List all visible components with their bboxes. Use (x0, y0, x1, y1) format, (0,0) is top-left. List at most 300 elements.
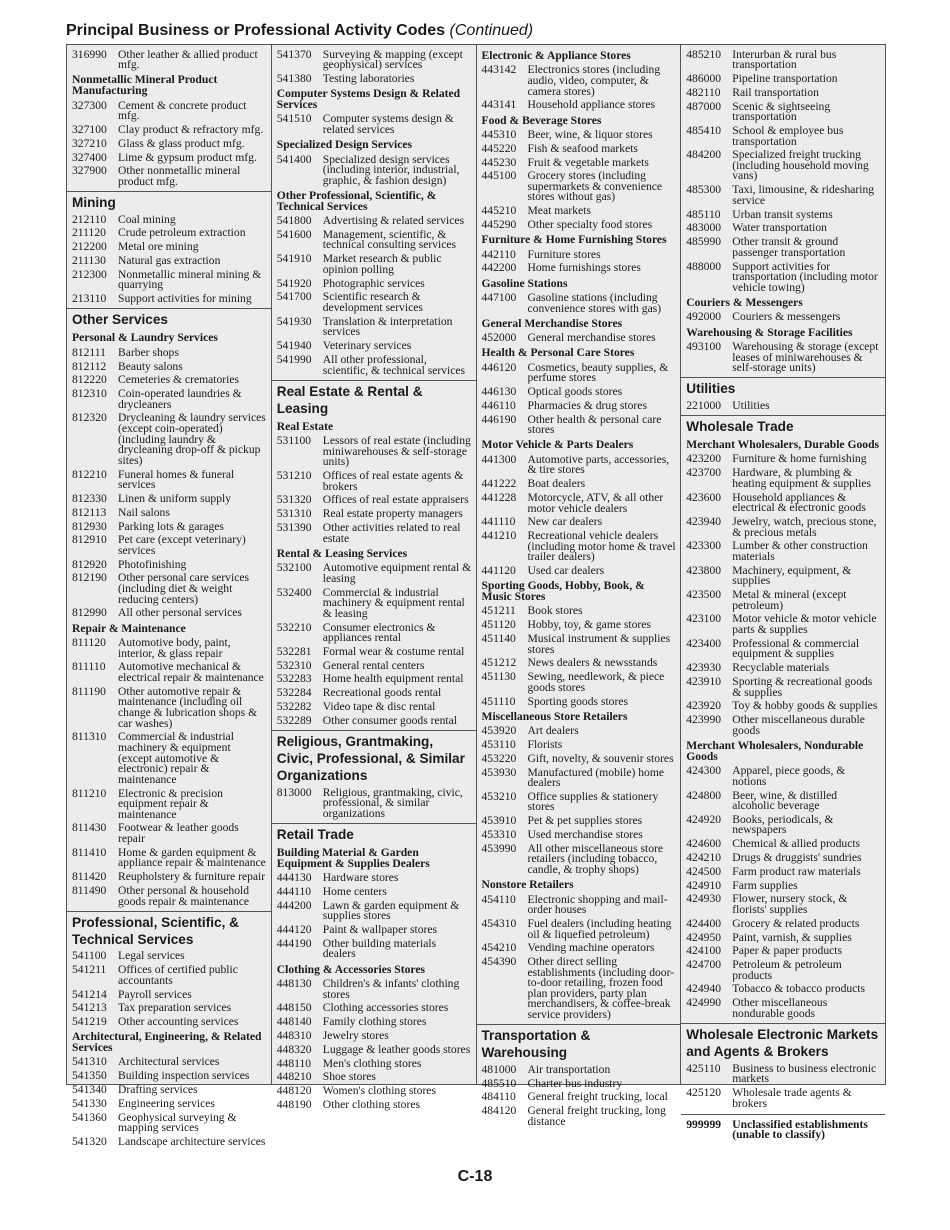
code-entry (477, 671, 681, 695)
code-entry (272, 673, 476, 687)
subsection-heading: Sporting Goods, Hobby, Book, & Music Stores (481, 579, 645, 604)
code-entry (681, 613, 885, 637)
activity-code: 812210 (72, 467, 107, 481)
activity-description: Natural gas extraction (118, 254, 221, 267)
activity-code: 531390 (276, 521, 312, 534)
activity-code: 541800 (276, 214, 312, 228)
code-entry (681, 340, 885, 375)
activity-description: Pet care (except veterinary) services (118, 533, 246, 557)
code-entry (477, 291, 681, 315)
activity-description: Used car dealers (527, 564, 605, 578)
activity-code: 541214 (72, 987, 107, 1001)
activity-description: Other personal & household goods repair & maintenance (118, 884, 250, 908)
section-heading: Mining (67, 191, 271, 213)
code-entry (477, 478, 681, 492)
activity-code: 446130 (481, 385, 517, 399)
activity-description: Tax preparation services (118, 1001, 232, 1015)
activity-description: Household appliance stores (527, 98, 655, 112)
code-entry (477, 1091, 681, 1105)
activity-description: Gasoline stations (including convenience stores with gas) (527, 290, 662, 315)
activity-description: Art dealers (527, 724, 579, 738)
activity-description: Cosmetics, beauty supplies, & perfume stores (527, 360, 669, 385)
activity-description: Family clothing stores (322, 1015, 427, 1029)
code-entry (272, 1057, 476, 1071)
activity-code: 448110 (276, 1056, 312, 1070)
activity-description: Other health & personal care stores (527, 412, 662, 437)
section-heading: Wholesale Electronic Markets and Agents & Brokers (681, 1023, 885, 1062)
activity-code: 424500 (686, 864, 722, 878)
code-entry (67, 950, 271, 964)
activity-description: Lessors of real estate (including miniwarehouses & self-storage units) (322, 434, 471, 469)
code-entry (477, 917, 681, 941)
activity-code: 485510 (481, 1076, 517, 1090)
code-entry (272, 469, 476, 493)
code-entry (67, 1135, 271, 1149)
activity-description: Commercial & industrial machinery & equipment (except automotive & electronic) repair & maintenance (118, 730, 234, 786)
activity-code: 442110 (481, 247, 516, 261)
activity-description: Landscape architecture services (118, 1134, 266, 1148)
activity-code: 451110 (481, 694, 516, 708)
activity-code: 812220 (72, 373, 107, 387)
activity-code: 541600 (276, 227, 312, 241)
activity-description: Machinery, equipment, & supplies (732, 563, 852, 588)
activity-code: 423700 (686, 466, 722, 480)
activity-description: Automotive mechanical & electrical repair & maintenance (118, 660, 264, 684)
activity-description: Veterinary services (322, 339, 412, 353)
code-entry (67, 1056, 271, 1070)
activity-description: General rental centers (322, 658, 425, 672)
code-entry (681, 813, 885, 837)
activity-code: 532283 (276, 672, 312, 686)
activity-description: General merchandise stores (527, 331, 656, 345)
subsection-heading: Rental & Leasing Services (276, 546, 408, 560)
activity-description: Charter bus industry (527, 1076, 623, 1090)
code-entry (681, 1086, 885, 1110)
activity-description: Hardware, & plumbing & heating equipment & supplies (732, 466, 872, 490)
activity-code: 541360 (72, 1110, 107, 1124)
activity-code: 453930 (481, 765, 517, 779)
activity-description: Home furnishings stores (527, 261, 641, 275)
activity-description: Other miscellaneous durable goods (732, 713, 865, 737)
code-entry (681, 865, 885, 879)
activity-description: Other specialty food stores (527, 218, 653, 232)
code-entry (67, 988, 271, 1002)
code-entry (477, 491, 681, 515)
activity-code: 327100 (72, 122, 107, 136)
activity-code: 811110 (72, 660, 106, 674)
code-entry (477, 248, 681, 262)
activity-code: 484120 (481, 1104, 517, 1118)
subsection-heading: Other Professional, Scientific, & Technical Services (276, 188, 437, 213)
activity-code: 812190 (72, 571, 107, 585)
activity-description: Photofinishing (118, 557, 187, 571)
code-entry (477, 619, 681, 633)
activity-description: Other personal care services (including diet & weight reducing centers) (118, 571, 250, 606)
code-entry (272, 700, 476, 714)
activity-description: Support activities for transportation (including motor vehicle towing) (732, 259, 878, 294)
subsection-heading: Gasoline Stations (481, 276, 568, 290)
activity-description: Funeral homes & funeral services (118, 467, 235, 492)
activity-description: Surveying & mapping (except geophysical) services (322, 47, 463, 72)
activity-code: 812910 (72, 533, 107, 547)
activity-description: Sewing, needlework, & piece goods stores (527, 670, 665, 694)
activity-code: 532289 (276, 713, 312, 727)
activity-description: Video tape & disc rental (322, 700, 436, 714)
activity-code: 453210 (481, 789, 517, 803)
code-entry (272, 340, 476, 354)
activity-description: Electronic & precision equipment repair & maintenance (118, 786, 223, 821)
code-entry (477, 738, 681, 752)
activity-code: 451140 (481, 632, 516, 646)
activity-code: 811430 (72, 821, 107, 835)
code-entry (272, 687, 476, 701)
activity-description: Children's & infants' clothing stores (322, 977, 460, 1001)
activity-description: Professional & commercial equipment & supplies (732, 636, 860, 661)
table-column (680, 45, 885, 1142)
code-entry (477, 766, 681, 790)
activity-description: Vending machine operators (527, 941, 655, 955)
code-entry (477, 516, 681, 530)
code-entry (477, 695, 681, 709)
code-entry (67, 360, 271, 374)
activity-code: 531310 (276, 507, 312, 521)
activity-description: General freight trucking, long distance (527, 1104, 666, 1128)
activity-description: Grocery & related products (732, 916, 860, 930)
code-entry (67, 412, 271, 468)
code-entry (272, 214, 476, 228)
activity-description: Cement & concrete product mfg. (118, 98, 247, 123)
activity-code: 812113 (72, 505, 107, 519)
activity-code: 452000 (481, 331, 517, 345)
activity-code: 488000 (686, 259, 722, 273)
code-entry (67, 520, 271, 534)
activity-description: Offices of real estate agents & brokers (322, 469, 464, 493)
code-entry (67, 387, 271, 411)
code-entry (272, 353, 476, 377)
activity-description: Consumer electronics & appliances rental (322, 620, 436, 645)
activity-description: Other automotive repair & maintenance (including oil change & lubrication shops & car washes) (118, 684, 258, 730)
activity-description: Motor vehicle & motor vehicle parts & supplies (732, 612, 877, 637)
code-entry (67, 1097, 271, 1111)
activity-code: 441300 (481, 452, 517, 466)
activity-description: Apparel, piece goods, & notions (732, 764, 846, 788)
code-entry (681, 1062, 885, 1086)
activity-description: Glass & glass product mfg. (118, 136, 245, 150)
code-entry (67, 254, 271, 268)
activity-code: 812920 (72, 557, 107, 571)
activity-code: 327900 (72, 164, 107, 178)
activity-description: Legal services (118, 949, 185, 963)
activity-description: Book stores (527, 604, 583, 618)
code-entry (272, 1085, 476, 1099)
code-entry (272, 1043, 476, 1057)
activity-description: Pharmacies & drug stores (527, 398, 647, 412)
activity-description: Scientific research & development services (322, 290, 423, 314)
code-entry (681, 851, 885, 865)
code-entry (477, 142, 681, 156)
activity-code: 541330 (72, 1096, 107, 1110)
activity-code: 532284 (276, 686, 312, 700)
activity-description: Florists (527, 737, 563, 751)
activity-code: 541990 (276, 352, 312, 366)
code-entry (67, 48, 271, 72)
activity-code: 541213 (72, 1001, 107, 1015)
code-entry (681, 945, 885, 959)
activity-code: 316990 (72, 47, 107, 61)
activity-code: 541930 (276, 314, 312, 328)
activity-description: Meat markets (527, 204, 591, 218)
activity-code: 541510 (276, 112, 312, 126)
code-entry (272, 621, 476, 645)
subsection-heading: Miscellaneous Store Retailers (481, 709, 628, 723)
page-title (66, 22, 533, 40)
code-entry (67, 1016, 271, 1030)
code-entry (681, 714, 885, 738)
activity-code: 446110 (481, 398, 516, 412)
activity-description: Religious, grantmaking, civic, professional, & similar organizations (322, 785, 463, 820)
code-entry (477, 453, 681, 477)
activity-description: Household appliances & electrical & electronic goods (732, 490, 866, 515)
subsection-heading: Electronic & Appliance Stores (481, 49, 631, 62)
code-entry (681, 959, 885, 983)
activity-code: 812990 (72, 606, 107, 620)
code-entry (477, 156, 681, 170)
activity-code: 424400 (686, 916, 722, 930)
activity-code: 811120 (72, 636, 106, 650)
activity-code: 213110 (72, 292, 107, 306)
activity-description: Pipeline transportation (732, 71, 838, 85)
activity-description: Water transportation (732, 221, 827, 235)
activity-code: 221000 (686, 398, 722, 412)
activity-description: Footwear & leather goods repair (118, 821, 239, 846)
activity-description: Men's clothing stores (322, 1056, 422, 1070)
code-entry (477, 842, 681, 877)
activity-description: Specialized freight trucking (including household moving vans) (732, 148, 869, 183)
activity-description: Sporting & recreational goods & supplies (732, 675, 873, 699)
activity-description: Offices of certified public accountants (118, 963, 238, 987)
activity-code: 541910 (276, 252, 312, 266)
subsection-heading: Merchant Wholesalers, Durable Goods (686, 438, 880, 452)
activity-code: 423200 (686, 452, 722, 466)
activity-description: Drycleaning & laundry services (except coin-operated) (including laundry & drycleaning drop-off & pickup sites) (118, 411, 266, 467)
activity-code: 443142 (481, 63, 517, 77)
code-entry (272, 113, 476, 137)
code-entry (67, 492, 271, 506)
activity-description: Tobacco & tobacco products (732, 982, 866, 996)
activity-description: Clothing accessories stores (322, 1001, 449, 1015)
activity-code: 811420 (72, 870, 107, 884)
activity-description: Hardware stores (322, 871, 399, 885)
code-entry (681, 72, 885, 86)
activity-code: 541940 (276, 339, 312, 353)
activity-code: 444200 (276, 898, 312, 912)
code-entry (67, 636, 271, 660)
activity-description: Beer, wine, & distilled alcoholic beverage (732, 788, 838, 813)
code-entry (681, 879, 885, 893)
activity-code: 532281 (276, 644, 312, 658)
activity-code: 441210 (481, 529, 517, 543)
activity-description: Formal wear & costume rental (322, 644, 465, 658)
activity-description: Manufactured (mobile) home dealers (527, 765, 664, 790)
activity-description: Other activities related to real estate (322, 521, 461, 545)
activity-code: 446120 (481, 360, 517, 374)
subsection-heading: Couriers & Messengers (686, 295, 803, 309)
code-entry (67, 1111, 271, 1135)
code-entry (67, 685, 271, 731)
activity-description: Parking lots & garages (118, 519, 224, 533)
activity-code: 541370 (276, 47, 312, 61)
activity-code: 423800 (686, 563, 722, 577)
activity-code: 453990 (481, 841, 517, 855)
activity-code: 423920 (686, 699, 722, 713)
code-entry (681, 124, 885, 148)
activity-description: Grocery stores (including supermarkets & convenience stores without gas) (527, 169, 663, 204)
code-entry (477, 725, 681, 739)
activity-description: Used merchandise stores (527, 828, 643, 842)
code-entry (477, 942, 681, 956)
activity-description: Coal mining (118, 212, 176, 226)
code-entry (681, 838, 885, 852)
activity-code: 453920 (481, 724, 517, 738)
code-entry (67, 213, 271, 227)
activity-code: 445220 (481, 141, 517, 155)
activity-description: Other miscellaneous nondurable goods (732, 996, 828, 1020)
code-entry (681, 208, 885, 222)
activity-description: Other building materials dealers (322, 936, 437, 961)
table-column (476, 45, 681, 1128)
code-entry (477, 893, 681, 917)
code-entry (272, 562, 476, 586)
activity-code: 454110 (481, 892, 516, 906)
activity-code: 454210 (481, 941, 517, 955)
activity-code: 327300 (72, 98, 107, 112)
code-entry (477, 657, 681, 671)
activity-description: Musical instrument & supplies stores (527, 632, 671, 656)
activity-description: Farm supplies (732, 878, 798, 892)
code-entry (681, 700, 885, 714)
activity-code: 481000 (481, 1062, 517, 1076)
activity-code: 423500 (686, 588, 722, 602)
activity-description: Home & garden equipment & appliance repair & maintenance (118, 845, 266, 870)
activity-description: Furniture stores (527, 247, 601, 261)
code-entry (272, 277, 476, 291)
subsection-heading: Building Material & Garden Equipment & Supplies Dealers (276, 845, 430, 870)
activity-description: Jewelry stores (322, 1028, 389, 1042)
activity-code: 424990 (686, 996, 722, 1010)
activity-description: Market research & public opinion polling (322, 252, 442, 276)
code-entry (67, 1070, 271, 1084)
activity-description: Paint & wallpaper stores (322, 923, 438, 937)
activity-code: 811210 (72, 786, 107, 800)
code-entry (477, 605, 681, 619)
section-heading: Real Estate & Rental & Leasing (272, 380, 476, 419)
section-heading: Retail Trade (272, 823, 476, 845)
table-column (271, 45, 476, 1111)
activity-description: Couriers & messengers (732, 310, 841, 324)
activity-description: Real estate property managers (322, 507, 463, 521)
activity-description: Interurban & rural bus transportation (732, 47, 837, 72)
code-entry (681, 997, 885, 1021)
activity-description: General freight trucking, local (527, 1090, 668, 1104)
code-entry (272, 291, 476, 315)
activity-code: 999999 (686, 1117, 722, 1131)
activity-code: 425120 (686, 1086, 722, 1100)
activity-description: Coin-operated laundries & drycleaners (118, 387, 242, 411)
activity-description: Warehousing & storage (except leases of miniwarehouses & self-storage units) (732, 339, 879, 375)
code-entry (272, 72, 476, 86)
activity-code: 424910 (686, 878, 722, 892)
code-entry (67, 374, 271, 388)
activity-code: 487000 (686, 99, 722, 113)
activity-code: 448150 (276, 1001, 312, 1015)
activity-description: Payroll services (118, 987, 192, 1001)
activity-code: 448190 (276, 1097, 312, 1111)
code-entry (67, 346, 271, 360)
code-entry (477, 530, 681, 565)
activity-description: Drugs & druggists' sundries (732, 851, 862, 865)
code-entry (67, 607, 271, 621)
activity-description: Other consumer goods rental (322, 713, 458, 727)
activity-code: 424300 (686, 764, 722, 778)
activity-code: 541380 (276, 71, 312, 85)
subsection-heading: Health & Personal Care Stores (481, 346, 635, 360)
activity-code: 541219 (72, 1015, 107, 1029)
subsection-heading: General Merchandise Stores (481, 316, 623, 330)
subsection-heading: Warehousing & Storage Facilities (686, 325, 853, 339)
code-entry (272, 1002, 476, 1016)
code-entry (67, 293, 271, 307)
activity-description: Furniture & home furnishing (732, 452, 867, 466)
code-entry (67, 151, 271, 165)
activity-code: 444110 (276, 884, 312, 898)
code-entry (477, 99, 681, 113)
activity-code: 532100 (276, 561, 312, 575)
code-entry (67, 1002, 271, 1016)
activity-description: Jewelry, watch, precious stone, & precious metals (732, 514, 877, 539)
activity-code: 451212 (481, 656, 517, 670)
code-entry (681, 765, 885, 789)
activity-description: Management, scientific, & technical consulting services (322, 227, 457, 252)
code-entry (272, 435, 476, 470)
activity-code: 445310 (481, 127, 517, 141)
code-entry (272, 253, 476, 277)
activity-code: 812310 (72, 387, 107, 401)
page-number: C-18 (457, 1168, 493, 1185)
activity-description: News dealers & newsstands (527, 656, 658, 670)
subsection-heading: Clothing & Accessories Stores (276, 962, 425, 976)
activity-code: 531100 (276, 434, 312, 448)
activity-code: 448310 (276, 1028, 312, 1042)
activity-description: All other personal services (118, 606, 242, 620)
activity-description: Pet & pet supplies stores (527, 814, 643, 828)
code-entry (681, 675, 885, 699)
activity-description: Taxi, limousine, & ridesharing service (732, 183, 875, 207)
activity-code: 451120 (481, 618, 516, 632)
code-entry (272, 937, 476, 961)
activity-code: 424930 (686, 892, 722, 906)
activity-code: 532282 (276, 700, 312, 714)
code-entry (272, 885, 476, 899)
activity-description: Other direct selling establishments (including door-to-door retailing, frozen food plan providers, party plan merchandisers, & coffee-break service providers) (527, 955, 675, 1022)
code-entry (681, 983, 885, 997)
code-entry (681, 86, 885, 100)
activity-code: 448320 (276, 1042, 312, 1056)
code-entry (477, 205, 681, 219)
subsection-heading: Computer Systems Design & Related Services (276, 87, 461, 111)
code-entry (681, 789, 885, 813)
activity-code: 211130 (72, 254, 106, 267)
code-entry (272, 508, 476, 522)
